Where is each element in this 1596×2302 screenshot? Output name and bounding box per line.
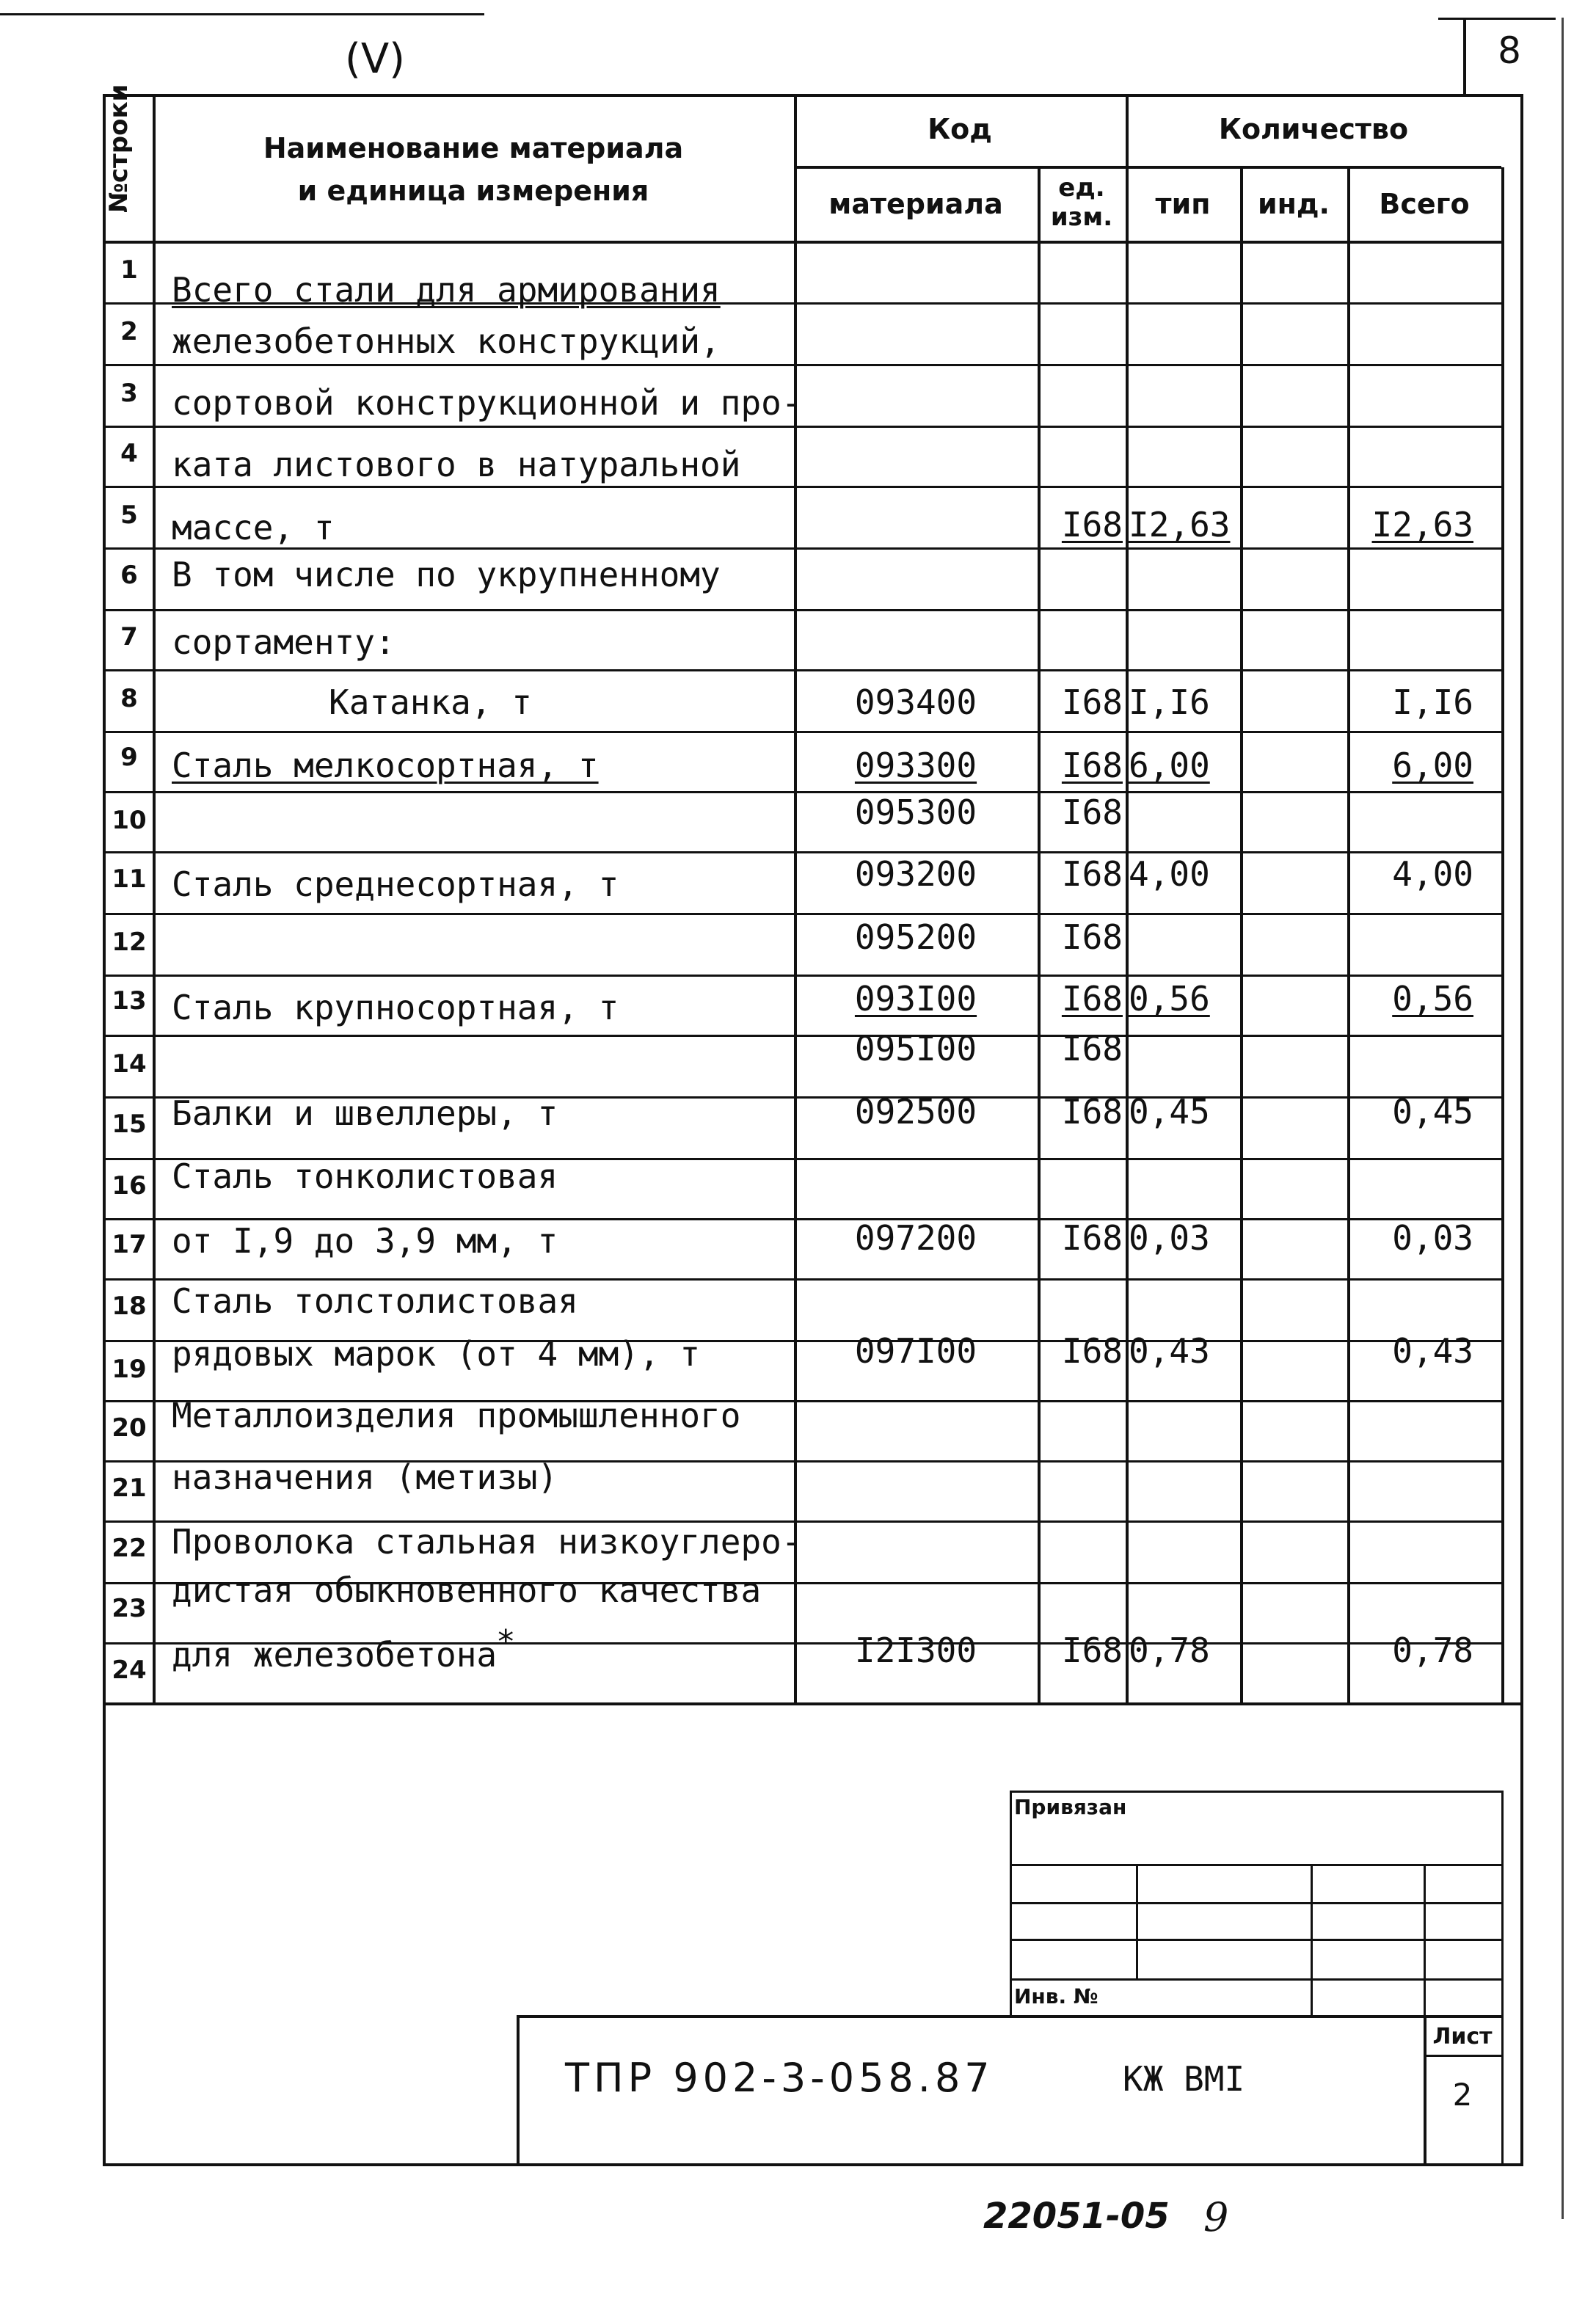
bottom-page: 9 [1203, 2194, 1229, 2240]
row-number: 17 [112, 1230, 147, 1259]
stamp-sheet-label: Лист [1432, 2024, 1493, 2050]
table-bottom-border [103, 2163, 1523, 2166]
header-code-material: материала [828, 188, 1003, 220]
row-line [103, 364, 1501, 366]
row-line [103, 975, 1501, 977]
top-mark: (V) [345, 35, 406, 83]
stamp-inv-label: Инв. № [1014, 1984, 1098, 2008]
row-total: I2,63 [1371, 505, 1473, 544]
row-qty-type: 0,78 [1129, 1631, 1210, 1670]
row-number: 8 [120, 684, 138, 713]
row-number: 21 [112, 1474, 147, 1503]
row-name: для железобетона [172, 1635, 498, 1675]
row-number: 16 [112, 1171, 147, 1201]
row-name: ката листового в натуральной [172, 445, 741, 484]
stamp-line [1010, 1978, 1501, 1981]
col-line-7 [1501, 167, 1504, 1702]
row-number: 20 [112, 1413, 147, 1443]
row-number: 23 [112, 1594, 147, 1623]
row-number: 14 [112, 1049, 147, 1079]
row-unit: I68 [1061, 1631, 1123, 1670]
row-name: массе, т [172, 508, 335, 547]
row-qty-type: I,I6 [1129, 682, 1210, 722]
row-number: 2 [120, 317, 138, 346]
stamp-main-top [517, 2015, 1501, 2018]
row-total: 0,43 [1392, 1331, 1473, 1371]
row-code: 093400 [854, 682, 977, 722]
stamp-bound-label: Привязан [1014, 1795, 1127, 1819]
row-number: 13 [112, 986, 147, 1016]
row-name: Металлоизделия промышленного [172, 1396, 741, 1435]
stamp-line [1010, 1902, 1501, 1904]
row-qty-type: 0,03 [1129, 1218, 1210, 1258]
stamp-line [1501, 1791, 1504, 2163]
row-name: железобетонных конструкций, [172, 321, 721, 361]
stamp-line [1010, 1939, 1501, 1941]
row-code: 093200 [854, 854, 977, 894]
stamp-line [1136, 1864, 1138, 1978]
row-number: 22 [112, 1534, 147, 1563]
row-unit: I68 [1061, 793, 1123, 832]
header-qty-total: Всего [1379, 188, 1470, 220]
row-total: 0,78 [1392, 1631, 1473, 1670]
col-line-6 [1347, 167, 1350, 1702]
header-code-group: Код [928, 113, 992, 145]
row-number: 10 [112, 806, 147, 835]
row-name: Сталь среднесортная, т [172, 864, 619, 904]
row-line [103, 426, 1501, 428]
row-qty-type: 6,00 [1129, 746, 1210, 785]
row-name: назначения (метизы) [172, 1457, 558, 1497]
header-code-unit-1: ед. [1058, 173, 1105, 203]
row-line [103, 669, 1501, 671]
row-number: 24 [112, 1656, 147, 1685]
stamp-line [1311, 1864, 1313, 2017]
header-bottom-line [103, 241, 1501, 244]
row-name: Всего стали для армирования [172, 270, 721, 310]
row-line [103, 486, 1501, 488]
row-number: 1 [120, 255, 138, 285]
row-total: 6,00 [1392, 746, 1473, 785]
row-total: 0,56 [1392, 979, 1473, 1019]
row-unit: I68 [1061, 854, 1123, 894]
row-unit: I68 [1061, 1029, 1123, 1068]
row-number: 19 [112, 1355, 147, 1384]
row-code: 097I00 [854, 1331, 977, 1371]
row-line [103, 609, 1501, 611]
row-number: 5 [120, 500, 138, 530]
bottom-number: 22051-05 [983, 2196, 1170, 2237]
row-unit: I68 [1061, 505, 1123, 544]
header-code-unit-2: изм. [1050, 203, 1113, 232]
row-number: 3 [120, 379, 138, 408]
row-name: Сталь толстолистовая [172, 1281, 578, 1321]
row-unit: I68 [1061, 917, 1123, 957]
stamp-main-left [517, 2015, 520, 2165]
row-qty-type: 0,43 [1129, 1331, 1210, 1371]
row-name: Проволока стальная низкоуглеро- [172, 1522, 802, 1562]
col-line-5 [1240, 167, 1243, 1702]
row-name: Сталь мелкосортная, т [172, 746, 599, 785]
row-unit: I68 [1061, 746, 1123, 785]
row-number: 18 [112, 1292, 147, 1321]
row-line [103, 1278, 1501, 1281]
row-number: 15 [112, 1110, 147, 1139]
row-qty-type: I2,63 [1129, 505, 1231, 544]
row-line [103, 731, 1501, 733]
stamp-line [1010, 1864, 1501, 1866]
page-box-top [1438, 18, 1556, 20]
row-unit: I68 [1061, 682, 1123, 722]
row-qty-type: 0,56 [1129, 979, 1210, 1019]
header-qty-ind: инд. [1257, 188, 1330, 220]
row-number: 11 [112, 864, 147, 894]
header-name-line1: Наименование материала [263, 132, 684, 164]
row-code: 095200 [854, 917, 977, 957]
row-name: рядовых марок (от 4 мм), т [172, 1334, 701, 1374]
row-code: I2I300 [854, 1631, 977, 1670]
row-code: 095I00 [854, 1029, 977, 1068]
header-qty-group: Количество [1218, 113, 1409, 145]
stamp-line [1010, 1791, 1501, 1793]
row-name: дистая обыкновенного качества [172, 1570, 762, 1610]
row-qty-type: 4,00 [1129, 854, 1210, 894]
footnote-mark: * [496, 1623, 516, 1661]
row-unit: I68 [1061, 979, 1123, 1019]
top-rule [0, 13, 484, 15]
table-right-border [1520, 94, 1523, 2165]
row-total: 0,03 [1392, 1218, 1473, 1258]
row-total: I,I6 [1392, 682, 1473, 722]
header-mid-line [794, 166, 1501, 169]
row-unit: I68 [1061, 1331, 1123, 1371]
table-body-bottom [103, 1702, 1520, 1705]
row-line [103, 851, 1501, 853]
page-number: 8 [1498, 29, 1521, 72]
stamp-doc-mark: КЖ ВМI [1123, 2059, 1245, 2099]
table-top-border [103, 94, 1520, 97]
row-code: 093I00 [854, 979, 977, 1019]
row-name: В том числе по укрупненному [172, 555, 721, 594]
row-qty-type: 0,45 [1129, 1092, 1210, 1132]
stamp-sheet-number: 2 [1452, 2077, 1473, 2113]
row-number: 7 [120, 622, 138, 652]
row-unit: I68 [1061, 1092, 1123, 1132]
header-name-line2: и единица измерения [297, 175, 649, 207]
row-number: 9 [120, 743, 138, 772]
row-number: 6 [120, 561, 138, 590]
stamp-sheet-mid [1424, 2055, 1501, 2057]
row-line [103, 913, 1501, 915]
row-total: 0,45 [1392, 1092, 1473, 1132]
row-line [103, 547, 1501, 550]
row-code: 092500 [854, 1092, 977, 1132]
page-edge-line [1562, 18, 1564, 2219]
header-row-number: №строки [104, 84, 134, 213]
row-name: Балки и швеллеры, т [172, 1093, 558, 1133]
row-code: 097200 [854, 1218, 977, 1258]
row-unit: I68 [1061, 1218, 1123, 1258]
row-number: 12 [112, 928, 147, 957]
stamp-line [1424, 1864, 1426, 2017]
row-total: 4,00 [1392, 854, 1473, 894]
row-name: Катанка, т [329, 682, 532, 722]
stamp-doc-code: ТПР 902-3-058.87 [565, 2055, 994, 2101]
row-name: от I,9 до 3,9 мм, т [172, 1221, 558, 1261]
row-number: 4 [120, 439, 138, 468]
row-name: Сталь крупносортная, т [172, 988, 619, 1027]
row-code: 095300 [854, 793, 977, 832]
row-code: 093300 [854, 746, 977, 785]
row-name: сортаменту: [172, 622, 396, 662]
header-qty-type: тип [1155, 188, 1211, 220]
row-name: сортовой конструкционной и про- [172, 383, 802, 423]
row-name: Сталь тонколистовая [172, 1157, 558, 1196]
